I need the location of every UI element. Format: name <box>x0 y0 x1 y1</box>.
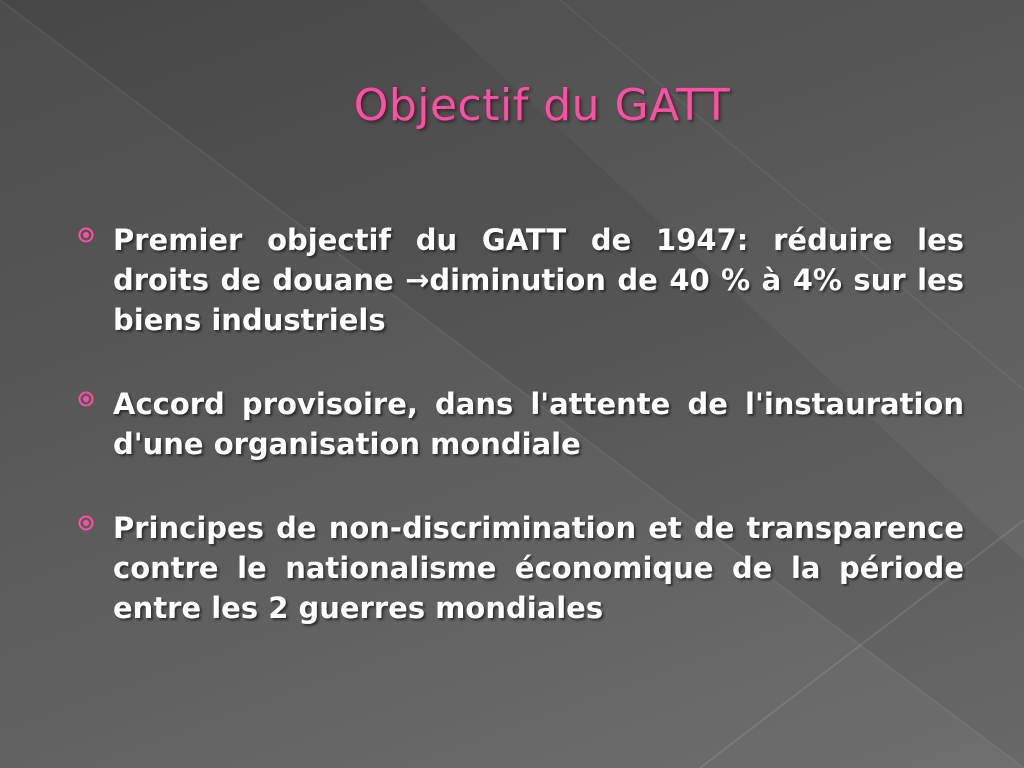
bullet-text: Premier objectif du GATT de 1947: réduire les droits de douane →diminution de 40 % à 4% sur les biens industriels <box>113 223 964 337</box>
bullet-item <box>76 384 964 464</box>
radio-bullet-icon <box>78 227 94 243</box>
bullet-text: Accord provisoire, dans l'attente de l'instauration d'une organisation mondiale <box>113 387 964 461</box>
bullet-item <box>76 508 964 628</box>
radio-bullet-icon <box>78 391 94 407</box>
bullet-item <box>76 220 964 340</box>
bullet-list <box>76 220 964 672</box>
radio-bullet-icon <box>78 515 94 531</box>
bullet-text: Principes de non-discrimination et de transparence contre le nationalisme économique de la période entre les 2 guerres mondiales <box>113 511 964 625</box>
slide-title: Objectif du GATT <box>353 80 731 131</box>
